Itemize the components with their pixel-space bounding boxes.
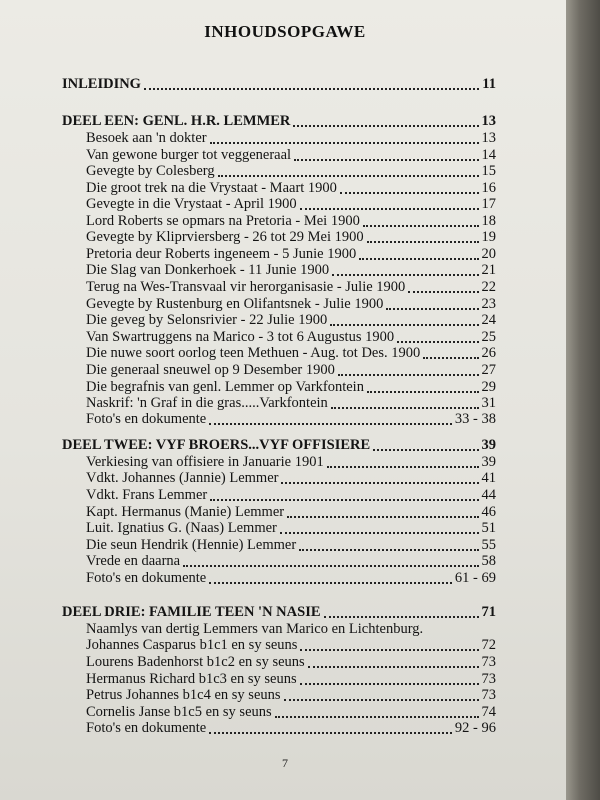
toc-entry xyxy=(86,229,496,247)
dot-leader xyxy=(210,499,478,501)
dot-leader xyxy=(300,683,479,685)
toc-entry xyxy=(86,279,496,297)
toc-entry xyxy=(86,487,496,505)
toc-entry xyxy=(86,520,496,538)
dot-leader xyxy=(423,357,478,359)
toc-entry xyxy=(86,570,496,588)
toc-entry-title: Die seun Hendrik (Hennie) Lemmer xyxy=(86,537,297,553)
dot-leader xyxy=(209,582,452,584)
dot-leader xyxy=(359,258,478,260)
toc-page-number: 61 - 69 xyxy=(454,570,496,586)
toc-entry xyxy=(86,163,496,181)
dot-leader xyxy=(284,699,479,701)
dot-leader xyxy=(287,516,478,518)
toc-page-number: 73 xyxy=(481,687,496,703)
toc-page-number: 13 xyxy=(481,113,496,129)
toc-entry-title: Foto's en dokumente xyxy=(86,720,207,736)
dot-leader xyxy=(332,274,478,276)
toc-page-number: 73 xyxy=(481,671,496,687)
toc-entry-title: Petrus Johannes b1c4 en sy seuns xyxy=(86,687,281,703)
dot-leader xyxy=(275,716,479,718)
dot-leader xyxy=(299,549,478,551)
toc-entry-title: Gevegte in die Vrystaat - April 1900 xyxy=(86,196,297,212)
toc-entry-title: INLEIDING xyxy=(62,76,141,92)
toc-entry-title: Hermanus Richard b1c3 en sy seuns xyxy=(86,671,297,687)
dot-leader xyxy=(280,532,479,534)
dot-leader xyxy=(300,649,478,651)
toc-page-number: 74 xyxy=(481,704,496,720)
toc-entry xyxy=(86,362,496,380)
dot-leader xyxy=(183,565,478,567)
toc-entry xyxy=(86,196,496,214)
toc-entry-title: Vdkt. Frans Lemmer xyxy=(86,487,208,503)
toc-page-number: 73 xyxy=(481,654,496,670)
toc-entry-title: Van Swartruggens na Marico - 3 tot 6 Augustus 1900 xyxy=(86,329,395,345)
toc-page-number: 24 xyxy=(481,312,496,328)
toc-page-number: 13 xyxy=(481,130,496,146)
toc-page-number: 26 xyxy=(481,345,496,361)
dot-leader xyxy=(210,142,479,144)
toc-page-number: 71 xyxy=(481,604,496,620)
toc-entry-title: Naskrif: 'n Graf in die gras.....Varkfontein xyxy=(86,395,328,411)
toc-entry-title: Die geveg by Selonsrivier - 22 Julie 1900 xyxy=(86,312,328,328)
toc-page-number: 17 xyxy=(481,196,496,212)
toc-page-number: 14 xyxy=(481,147,496,163)
toc-page-number: 23 xyxy=(481,296,496,312)
toc-entry-title: Pretoria deur Roberts ingeneem - 5 Junie 1900 xyxy=(86,246,357,262)
toc-page-number: 25 xyxy=(481,329,496,345)
toc-entry-title: Foto's en dokumente xyxy=(86,570,207,586)
toc-entry xyxy=(86,687,496,705)
toc-page-number: 20 xyxy=(481,246,496,262)
toc-entry-title: Besoek aan 'n dokter xyxy=(86,130,207,146)
dot-leader xyxy=(367,391,479,393)
toc-page-number: 29 xyxy=(481,379,496,395)
dot-leader xyxy=(340,192,479,194)
toc-entry-title: Die generaal sneuwel op 9 Desember 1900 xyxy=(86,362,335,378)
toc-entry-title: Van gewone burger tot veggeneraal xyxy=(86,147,292,163)
toc-entry-title: DEEL DRIE: FAMILIE TEEN 'N NASIE xyxy=(62,604,321,620)
toc-page-number: 27 xyxy=(481,362,496,378)
toc-entry xyxy=(86,262,496,280)
dot-leader xyxy=(293,125,478,127)
dot-leader xyxy=(363,225,479,227)
toc-entry-title: Gevegte by Rustenburg en Olifantsnek - Julie 1900 xyxy=(86,296,384,312)
dot-leader xyxy=(408,291,478,293)
toc-entry-title: Cornelis Janse b1c5 en sy seuns xyxy=(86,704,272,720)
dot-leader xyxy=(218,175,479,177)
toc-entry xyxy=(86,312,496,330)
toc-page-number: 39 xyxy=(481,437,496,453)
toc-page-number: 15 xyxy=(481,163,496,179)
toc-entry xyxy=(86,654,496,672)
toc-entry-title: Lord Roberts se opmars na Pretoria - Mei 1900 xyxy=(86,213,360,229)
toc-entry-title: Verkiesing van offisiere in Januarie 1901 xyxy=(86,454,324,470)
toc-entry xyxy=(86,411,496,429)
toc-page-number: 72 xyxy=(481,637,496,653)
toc-entry-title: DEEL EEN: GENL. H.R. LEMMER xyxy=(62,113,291,129)
toc-entry-title: Die Slag van Donkerhoek - 11 Junie 1900 xyxy=(86,262,330,278)
toc-entry xyxy=(86,720,496,738)
toc-page-number: 16 xyxy=(481,180,496,196)
toc-page-number: 22 xyxy=(481,279,496,295)
dot-leader xyxy=(338,374,479,376)
adjacent-page-edge xyxy=(566,0,600,800)
dot-leader xyxy=(308,666,479,668)
toc-entry-title: Die groot trek na die Vrystaat - Maart 1900 xyxy=(86,180,337,196)
toc-page-number: 44 xyxy=(481,487,496,503)
toc-entry-title: Gevegte by Kliprviersberg - 26 tot 29 Mei 1900 xyxy=(86,229,364,245)
toc-entry xyxy=(86,470,496,488)
toc-page-number: 51 xyxy=(481,520,496,536)
toc-entry-title: Kapt. Hermanus (Manie) Lemmer xyxy=(86,504,285,520)
toc-entry xyxy=(86,345,496,363)
page-number: 7 xyxy=(282,756,288,770)
toc-section-heading xyxy=(62,76,496,94)
toc-entry-title: Terug na Wes-Transvaal vir herorganisasie - Julie 1900 xyxy=(86,279,406,295)
page-title: INHOUDSOPGAWE xyxy=(204,22,366,41)
dot-leader xyxy=(367,241,479,243)
toc-entry-title: Die nuwe soort oorlog teen Methuen - Aug. tot Des. 1900 xyxy=(86,345,421,361)
toc-entry-title: Die begrafnis van genl. Lemmer op Varkfontein xyxy=(86,379,364,395)
toc-entry-title: DEEL TWEE: VYF BROERS...VYF OFFISIERE xyxy=(62,437,371,453)
toc-page-number: 33 - 38 xyxy=(454,411,496,427)
dot-leader xyxy=(331,407,479,409)
toc-entry-title: Foto's en dokumente xyxy=(86,411,207,427)
dot-leader xyxy=(294,159,478,161)
dot-leader xyxy=(324,616,479,618)
toc-section-heading xyxy=(62,113,496,131)
dot-leader xyxy=(330,324,478,326)
toc-entry-title: Johannes Casparus b1c1 en sy seuns xyxy=(86,637,298,653)
toc-page-number: 21 xyxy=(481,262,496,278)
dot-leader xyxy=(209,732,452,734)
toc-page-number: 18 xyxy=(481,213,496,229)
toc-entry-title: Vdkt. Johannes (Jannie) Lemmer xyxy=(86,470,279,486)
dot-leader xyxy=(397,341,478,343)
toc-page-number: 46 xyxy=(481,504,496,520)
toc-page-number: 58 xyxy=(481,553,496,569)
toc-entry-title: Lourens Badenhorst b1c2 en sy seuns xyxy=(86,654,305,670)
toc-page-number: 31 xyxy=(481,395,496,411)
toc-entry-title: Gevegte by Colesberg xyxy=(86,163,215,179)
toc-entry xyxy=(86,637,496,655)
toc-entry-title: Vrede en daarna xyxy=(86,553,181,569)
toc-page-number: 92 - 96 xyxy=(454,720,496,736)
toc-page-number: 11 xyxy=(482,76,496,92)
toc-page-number: 41 xyxy=(481,470,496,486)
toc-page-number: 39 xyxy=(481,454,496,470)
toc-page-number: 19 xyxy=(481,229,496,245)
toc-entry xyxy=(86,553,496,571)
dot-leader xyxy=(373,449,478,451)
toc-section-heading xyxy=(62,604,496,622)
dot-leader xyxy=(300,208,479,210)
toc-section-heading xyxy=(62,437,496,455)
dot-leader xyxy=(209,423,452,425)
toc-entry-title: Naamlys van dertig Lemmers van Marico en Lichtenburg. xyxy=(86,621,424,637)
dot-leader xyxy=(386,308,478,310)
dot-leader xyxy=(327,466,479,468)
toc-entry xyxy=(86,130,496,148)
toc-entry-title: Luit. Ignatius G. (Naas) Lemmer xyxy=(86,520,277,536)
dot-leader xyxy=(144,88,479,90)
dot-leader xyxy=(281,482,478,484)
toc-page-number: 55 xyxy=(481,537,496,553)
